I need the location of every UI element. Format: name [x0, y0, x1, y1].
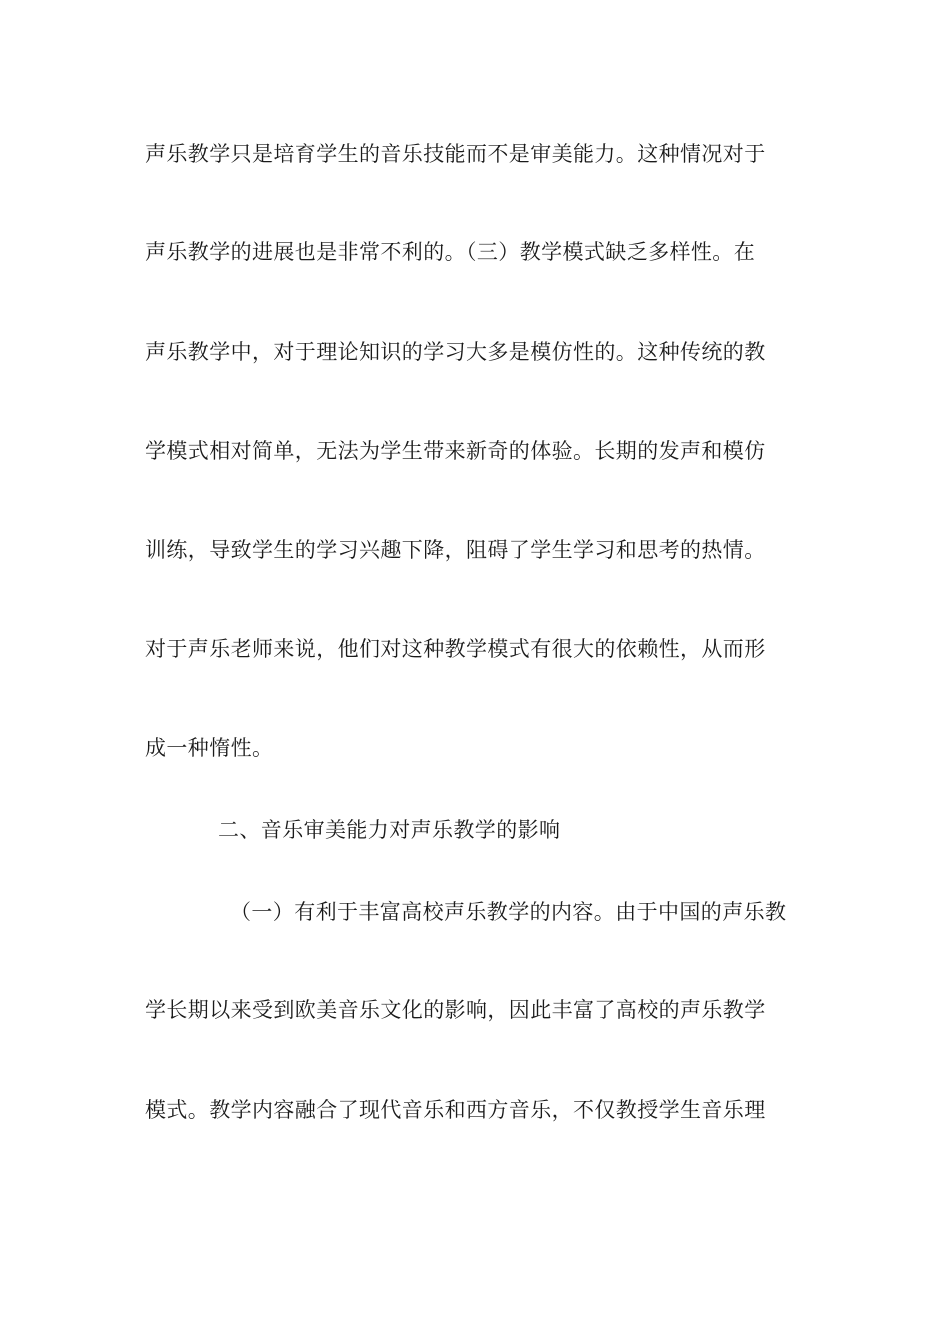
- section-heading: 二、音乐审美能力对声乐教学的影响: [218, 818, 561, 842]
- body-text-line: 声乐教学的进展也是非常不利的。（三）教学模式缺乏多样性。在: [145, 240, 756, 264]
- body-text-line: 学模式相对简单，无法为学生带来新奇的体验。长期的发声和模仿: [145, 439, 766, 463]
- body-text-line: 对于声乐老师来说，他们对这种教学模式有很大的依赖性，从而形: [145, 637, 766, 661]
- section-paragraph-first-line: （一）有利于丰富高校声乐教学的内容。由于中国的声乐教: [230, 900, 787, 924]
- body-text-line: 训练，导致学生的学习兴趣下降，阻碍了学生学习和思考的热情。: [145, 538, 766, 562]
- section-paragraph-line: 学长期以来受到欧美音乐文化的影响，因此丰富了高校的声乐教学: [145, 998, 766, 1022]
- body-text-line: 声乐教学中，对于理论知识的学习大多是模仿性的。这种传统的教: [145, 340, 766, 364]
- body-text-line: 声乐教学只是培育学生的音乐技能而不是审美能力。这种情况对于: [145, 142, 766, 166]
- section-paragraph-line: 模式。教学内容融合了现代音乐和西方音乐，不仅教授学生音乐理: [145, 1098, 766, 1122]
- body-text-line: 成一种惰性。: [145, 736, 274, 760]
